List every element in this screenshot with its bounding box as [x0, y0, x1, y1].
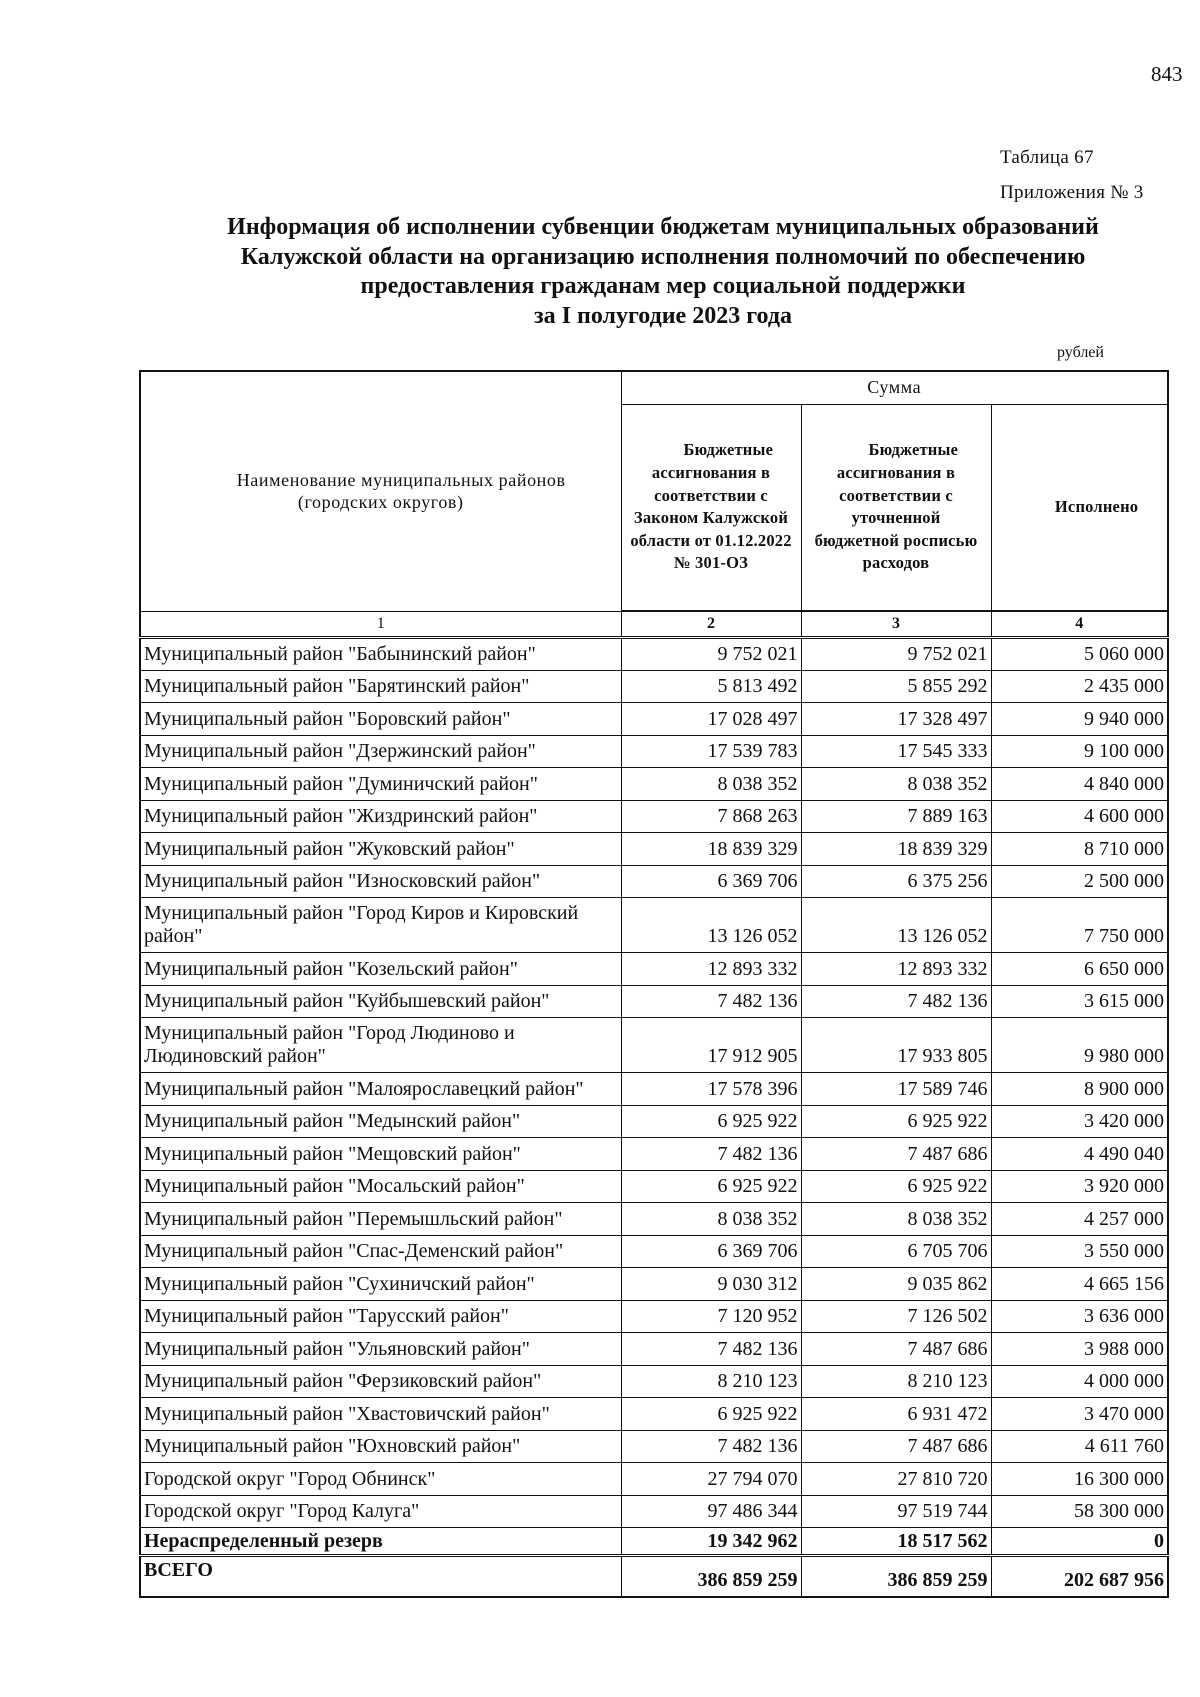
- row-law-allocation: 7 482 136: [621, 1138, 801, 1171]
- row-name: Муниципальный район "Козельский район": [140, 953, 621, 986]
- total-refined-allocation: 386 859 259: [801, 1556, 991, 1597]
- table-body: [140, 637, 1168, 1597]
- row-law-allocation: 7 482 136: [621, 985, 801, 1018]
- header-executed-column: [991, 404, 1168, 611]
- row-law-allocation: 12 893 332: [621, 953, 801, 986]
- header-name-column: [140, 371, 621, 611]
- row-executed: 9 100 000: [991, 735, 1168, 768]
- row-executed: 4 257 000: [991, 1203, 1168, 1236]
- row-law-allocation: 5 813 492: [621, 670, 801, 703]
- header-row-top: [140, 371, 1168, 404]
- row-law-allocation: 7 482 136: [621, 1430, 801, 1463]
- table-row: [140, 1495, 1168, 1528]
- row-name: Городской округ "Город Калуга": [140, 1495, 621, 1528]
- reserve-name: Нераспределенный резерв: [140, 1528, 621, 1556]
- row-law-allocation: 7 868 263: [621, 800, 801, 833]
- table-row: [140, 703, 1168, 736]
- row-executed: 3 920 000: [991, 1170, 1168, 1203]
- row-law-allocation: 7 120 952: [621, 1300, 801, 1333]
- row-refined-allocation: 7 482 136: [801, 985, 991, 1018]
- table-row: [140, 898, 1168, 953]
- row-law-allocation: 6 369 706: [621, 865, 801, 898]
- row-refined-allocation: 8 038 352: [801, 1203, 991, 1236]
- row-executed: 16 300 000: [991, 1463, 1168, 1496]
- total-row: [140, 1556, 1168, 1597]
- row-name: Муниципальный район "Медынский район": [140, 1105, 621, 1138]
- row-name: Муниципальный район "Хвастовичский район": [140, 1398, 621, 1431]
- row-executed: 9 940 000: [991, 703, 1168, 736]
- row-name: Муниципальный район "Барятинский район": [140, 670, 621, 703]
- row-refined-allocation: 13 126 052: [801, 898, 991, 953]
- row-name: Муниципальный район "Тарусский район": [140, 1300, 621, 1333]
- row-refined-allocation: 6 925 922: [801, 1105, 991, 1138]
- row-refined-allocation: 17 933 805: [801, 1018, 991, 1073]
- title-line: за I полугодие 2023 года: [534, 302, 792, 329]
- title-line: предоставления гражданам мер социальной поддержки: [360, 273, 966, 299]
- reserve-law-allocation: 19 342 962: [621, 1528, 801, 1556]
- appendix-label: Приложения № 3: [1000, 182, 1144, 203]
- total-law-allocation: 386 859 259: [621, 1556, 801, 1597]
- row-executed: 4 611 760: [991, 1430, 1168, 1463]
- header-sum-label: Сумма: [867, 377, 922, 398]
- row-law-allocation: 18 839 329: [621, 833, 801, 866]
- table-row: [140, 1398, 1168, 1431]
- row-law-allocation: 97 486 344: [621, 1495, 801, 1528]
- row-law-allocation: 9 030 312: [621, 1268, 801, 1301]
- row-executed: 5 060 000: [991, 637, 1168, 670]
- row-refined-allocation: 27 810 720: [801, 1463, 991, 1496]
- row-name: Муниципальный район "Малоярославецкий район": [140, 1073, 621, 1106]
- row-executed: 8 900 000: [991, 1073, 1168, 1106]
- header-row-numbers: [140, 611, 1168, 637]
- title-line: Информация об исполнении субвенции бюджетам муниципальных образований: [227, 214, 1099, 240]
- table-row: [140, 735, 1168, 768]
- row-executed: 3 988 000: [991, 1333, 1168, 1366]
- table-row: [140, 1018, 1168, 1073]
- row-executed: 4 490 040: [991, 1138, 1168, 1171]
- row-executed: 3 615 000: [991, 985, 1168, 1018]
- table-row: [140, 1105, 1168, 1138]
- table-row: [140, 1430, 1168, 1463]
- row-name: Муниципальный район "Город Людиново и Людиновский район": [140, 1018, 621, 1073]
- row-refined-allocation: 6 925 922: [801, 1170, 991, 1203]
- row-name: Муниципальный район "Куйбышевский район": [140, 985, 621, 1018]
- row-law-allocation: 8 038 352: [621, 768, 801, 801]
- table-row: [140, 637, 1168, 670]
- row-refined-allocation: 7 889 163: [801, 800, 991, 833]
- column-number: 1: [140, 611, 621, 637]
- row-refined-allocation: 6 375 256: [801, 865, 991, 898]
- row-name: Муниципальный район "Жиздринский район": [140, 800, 621, 833]
- table-row: [140, 1170, 1168, 1203]
- row-refined-allocation: 7 487 686: [801, 1138, 991, 1171]
- document-title: [163, 213, 1163, 331]
- row-executed: 3 470 000: [991, 1398, 1168, 1431]
- row-executed: 3 636 000: [991, 1300, 1168, 1333]
- table-row: [140, 1333, 1168, 1366]
- row-law-allocation: 9 752 021: [621, 637, 801, 670]
- row-name: Муниципальный район "Думиничский район": [140, 768, 621, 801]
- table-row: [140, 670, 1168, 703]
- row-refined-allocation: 9 035 862: [801, 1268, 991, 1301]
- row-law-allocation: 6 925 922: [621, 1398, 801, 1431]
- row-law-allocation: 13 126 052: [621, 898, 801, 953]
- row-refined-allocation: 18 839 329: [801, 833, 991, 866]
- row-law-allocation: 8 210 123: [621, 1365, 801, 1398]
- header-sum-group: [621, 371, 1168, 404]
- row-name: Городской округ "Город Обнинск": [140, 1463, 621, 1496]
- table-row: [140, 1235, 1168, 1268]
- row-law-allocation: 6 925 922: [621, 1105, 801, 1138]
- row-name: Муниципальный район "Боровский район": [140, 703, 621, 736]
- row-name: Муниципальный район "Ферзиковский район": [140, 1365, 621, 1398]
- table-row: [140, 1268, 1168, 1301]
- table-label: Таблица 67: [1000, 147, 1094, 168]
- row-refined-allocation: 5 855 292: [801, 670, 991, 703]
- row-law-allocation: 7 482 136: [621, 1333, 801, 1366]
- units-label: рублей: [1057, 344, 1104, 361]
- row-law-allocation: 17 912 905: [621, 1018, 801, 1073]
- header-law-label: Бюджетные ассигнования в соответствии с Законом Калужской области от 01.12.2022 № 301-ОЗ: [630, 440, 792, 573]
- column-number: 4: [991, 611, 1168, 637]
- table-row: [140, 985, 1168, 1018]
- row-refined-allocation: 8 038 352: [801, 768, 991, 801]
- row-name: Муниципальный район "Город Киров и Кировский район": [140, 898, 621, 953]
- row-executed: 8 710 000: [991, 833, 1168, 866]
- table-row: [140, 768, 1168, 801]
- row-law-allocation: 6 925 922: [621, 1170, 801, 1203]
- row-name: Муниципальный район "Спас-Деменский район": [140, 1235, 621, 1268]
- header-executed-label: Исполнено: [1054, 496, 1139, 516]
- row-law-allocation: 8 038 352: [621, 1203, 801, 1236]
- row-executed: 2 435 000: [991, 670, 1168, 703]
- table-row: [140, 953, 1168, 986]
- row-refined-allocation: 9 752 021: [801, 637, 991, 670]
- row-law-allocation: 17 578 396: [621, 1073, 801, 1106]
- row-executed: 2 500 000: [991, 865, 1168, 898]
- row-name: Муниципальный район "Ульяновский район": [140, 1333, 621, 1366]
- table-row: [140, 1300, 1168, 1333]
- table-row: [140, 833, 1168, 866]
- row-law-allocation: 6 369 706: [621, 1235, 801, 1268]
- table-row: [140, 1073, 1168, 1106]
- row-executed: 3 420 000: [991, 1105, 1168, 1138]
- header-law-column: [621, 404, 801, 611]
- table-row: [140, 800, 1168, 833]
- total-executed: 202 687 956: [991, 1556, 1168, 1597]
- total-name: ВСЕГО: [140, 1556, 621, 1597]
- row-refined-allocation: 6 705 706: [801, 1235, 991, 1268]
- row-name: Муниципальный район "Мосальский район": [140, 1170, 621, 1203]
- table-header: [140, 371, 1168, 637]
- row-executed: 9 980 000: [991, 1018, 1168, 1073]
- row-refined-allocation: 17 545 333: [801, 735, 991, 768]
- row-name: Муниципальный район "Дзержинский район": [140, 735, 621, 768]
- budget-table: [139, 370, 1169, 1598]
- row-law-allocation: 27 794 070: [621, 1463, 801, 1496]
- row-executed: 4 665 156: [991, 1268, 1168, 1301]
- row-refined-allocation: 7 126 502: [801, 1300, 991, 1333]
- row-executed: 4 000 000: [991, 1365, 1168, 1398]
- row-executed: 58 300 000: [991, 1495, 1168, 1528]
- row-law-allocation: 17 028 497: [621, 703, 801, 736]
- row-refined-allocation: 12 893 332: [801, 953, 991, 986]
- reserve-refined-allocation: 18 517 562: [801, 1528, 991, 1556]
- table-row: [140, 1138, 1168, 1171]
- row-name: Муниципальный район "Износковский район": [140, 865, 621, 898]
- header-refined-label: Бюджетные ассигнования в соответствии с уточненной бюджетной росписью расходов: [814, 440, 978, 573]
- title-line: Калужской области на организацию исполнения полномочий по обеспечению: [240, 243, 1086, 270]
- column-number: 2: [621, 611, 801, 637]
- reserve-row: [140, 1528, 1168, 1556]
- row-name: Муниципальный район "Жуковский район": [140, 833, 621, 866]
- row-name: Муниципальный район "Перемышльский район": [140, 1203, 621, 1236]
- row-name: Муниципальный район "Мещовский район": [140, 1138, 621, 1171]
- row-name: Муниципальный район "Сухиничский район": [140, 1268, 621, 1301]
- table-row: [140, 865, 1168, 898]
- row-executed: 7 750 000: [991, 898, 1168, 953]
- table-row: [140, 1365, 1168, 1398]
- table-row: [140, 1203, 1168, 1236]
- row-refined-allocation: 7 487 686: [801, 1333, 991, 1366]
- row-name: Муниципальный район "Юхновский район": [140, 1430, 621, 1463]
- table-row: [140, 1463, 1168, 1496]
- page-number: 843: [1151, 62, 1183, 86]
- row-refined-allocation: 6 931 472: [801, 1398, 991, 1431]
- row-executed: 4 840 000: [991, 768, 1168, 801]
- reserve-executed: 0: [991, 1528, 1168, 1556]
- row-executed: 4 600 000: [991, 800, 1168, 833]
- row-refined-allocation: 97 519 744: [801, 1495, 991, 1528]
- column-number: 3: [801, 611, 991, 637]
- row-name: Муниципальный район "Бабынинский район": [140, 637, 621, 670]
- row-refined-allocation: 17 328 497: [801, 703, 991, 736]
- row-law-allocation: 17 539 783: [621, 735, 801, 768]
- row-refined-allocation: 7 487 686: [801, 1430, 991, 1463]
- header-refined-column: [801, 404, 991, 611]
- row-executed: 3 550 000: [991, 1235, 1168, 1268]
- header-name-label: Наименование муниципальных районов (городских округов): [236, 470, 566, 513]
- row-executed: 6 650 000: [991, 953, 1168, 986]
- row-refined-allocation: 8 210 123: [801, 1365, 991, 1398]
- row-refined-allocation: 17 589 746: [801, 1073, 991, 1106]
